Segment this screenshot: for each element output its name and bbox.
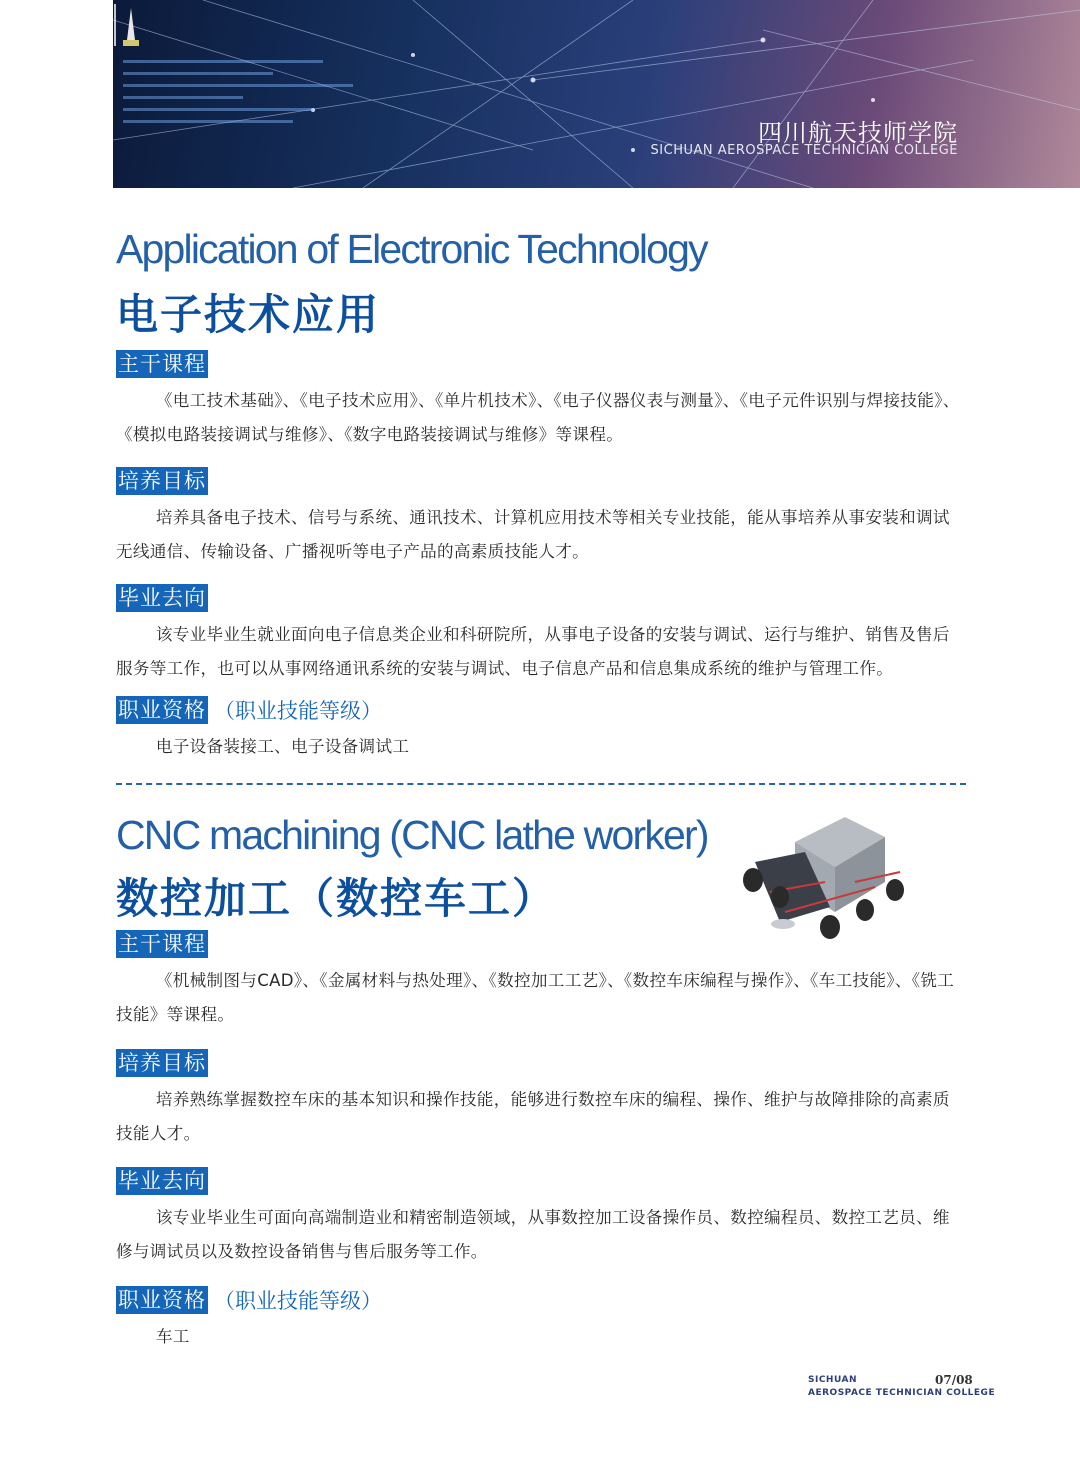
footer-line2: AEROSPACE TECHNICIAN COLLEGE	[808, 1388, 996, 1398]
section2-career-text: 该专业毕业生可面向高端制造业和精密制造领域，从事数控加工设备操作员、数控编程员、数控工艺员、维修与调试员以及数控设备销售与售后服务等工作。	[116, 1208, 950, 1261]
section1-title-en: Application of Electronic Technology	[116, 226, 707, 272]
college-name-en: SICHUAN AEROSPACE TECHNICIAN COLLEGE	[650, 143, 958, 158]
cnc-machine-illustration	[735, 812, 915, 942]
section2-courses-heading	[116, 930, 208, 958]
section2-goal-text: 培养熟练掌握数控车床的基本知识和操作技能，能够进行数控车床的编程、操作、维护与故障排除的高素质技能人才。	[116, 1090, 950, 1143]
section2-qual-heading	[116, 1286, 382, 1314]
college-name-cn: 四川航天技师学院	[758, 119, 958, 147]
section1-goal-text: 培养具备电子技术、信号与系统、通讯技术、计算机应用技术等相关专业技能，能从事培养从事安装和调试无线通信、传输设备、广播视听等电子产品的高素质技能人才。	[116, 508, 950, 561]
heading-label: 毕业去向	[118, 586, 206, 610]
section1-career-text: 该专业毕业生就业面向电子信息类企业和科研院所，从事电子设备的安装与调试、运行与维护、销售及售后服务等工作，也可以从事网络通讯系统的安装与调试、电子信息产品和信息集成系统的维护与管理工作。	[116, 625, 950, 678]
heading-label: 毕业去向	[118, 1169, 206, 1193]
header-banner	[113, 0, 1080, 188]
footer-line1: SICHUAN	[808, 1375, 857, 1385]
section1-career-heading	[116, 584, 208, 612]
section1-courses-heading	[116, 350, 208, 378]
section2-title-cn: 数控加工（数控车工）	[116, 874, 557, 923]
heading-sub-label: （职业技能等级）	[214, 699, 382, 723]
section1-qual-heading	[116, 696, 382, 724]
heading-label: 主干课程	[118, 932, 206, 956]
section1-qual-text: 电子设备装接工、电子设备调试工	[155, 737, 410, 756]
heading-label: 培养目标	[118, 469, 206, 493]
section-divider	[116, 783, 966, 785]
network-lines-graphic	[113, 0, 1080, 188]
section2-career-heading	[116, 1167, 208, 1195]
college-logo-icon	[113, 0, 143, 50]
section2-qual-text: 车工	[155, 1327, 190, 1346]
heading-label: 培养目标	[118, 1051, 206, 1075]
heading-label: 主干课程	[118, 352, 206, 376]
heading-label: 职业资格	[118, 698, 206, 722]
section1-title-cn: 电子技术应用	[116, 290, 381, 339]
section2-title-en: CNC machining (CNC lathe worker)	[116, 812, 708, 858]
heading-label: 职业资格	[118, 1288, 206, 1312]
section2-goal-heading	[116, 1049, 208, 1077]
section2-courses-text: 《机械制图与CAD》、《金属材料与热处理》、《数控加工工艺》、《数控车床编程与操作》、《车工技能》、《铣工技能》等课程。	[116, 971, 955, 1024]
page-number: 07/08	[935, 1373, 973, 1387]
section1-courses-text: 《电工技术基础》、《电子技术应用》、《单片机技术》、《电子仪器仪表与测量》、《电子元件识别与焊接技能》、《模拟电路装接调试与维修》、《数字电路装接调试与维修》等课程。	[116, 391, 960, 444]
section1-goal-heading	[116, 467, 208, 495]
heading-sub-label: （职业技能等级）	[214, 1289, 382, 1313]
